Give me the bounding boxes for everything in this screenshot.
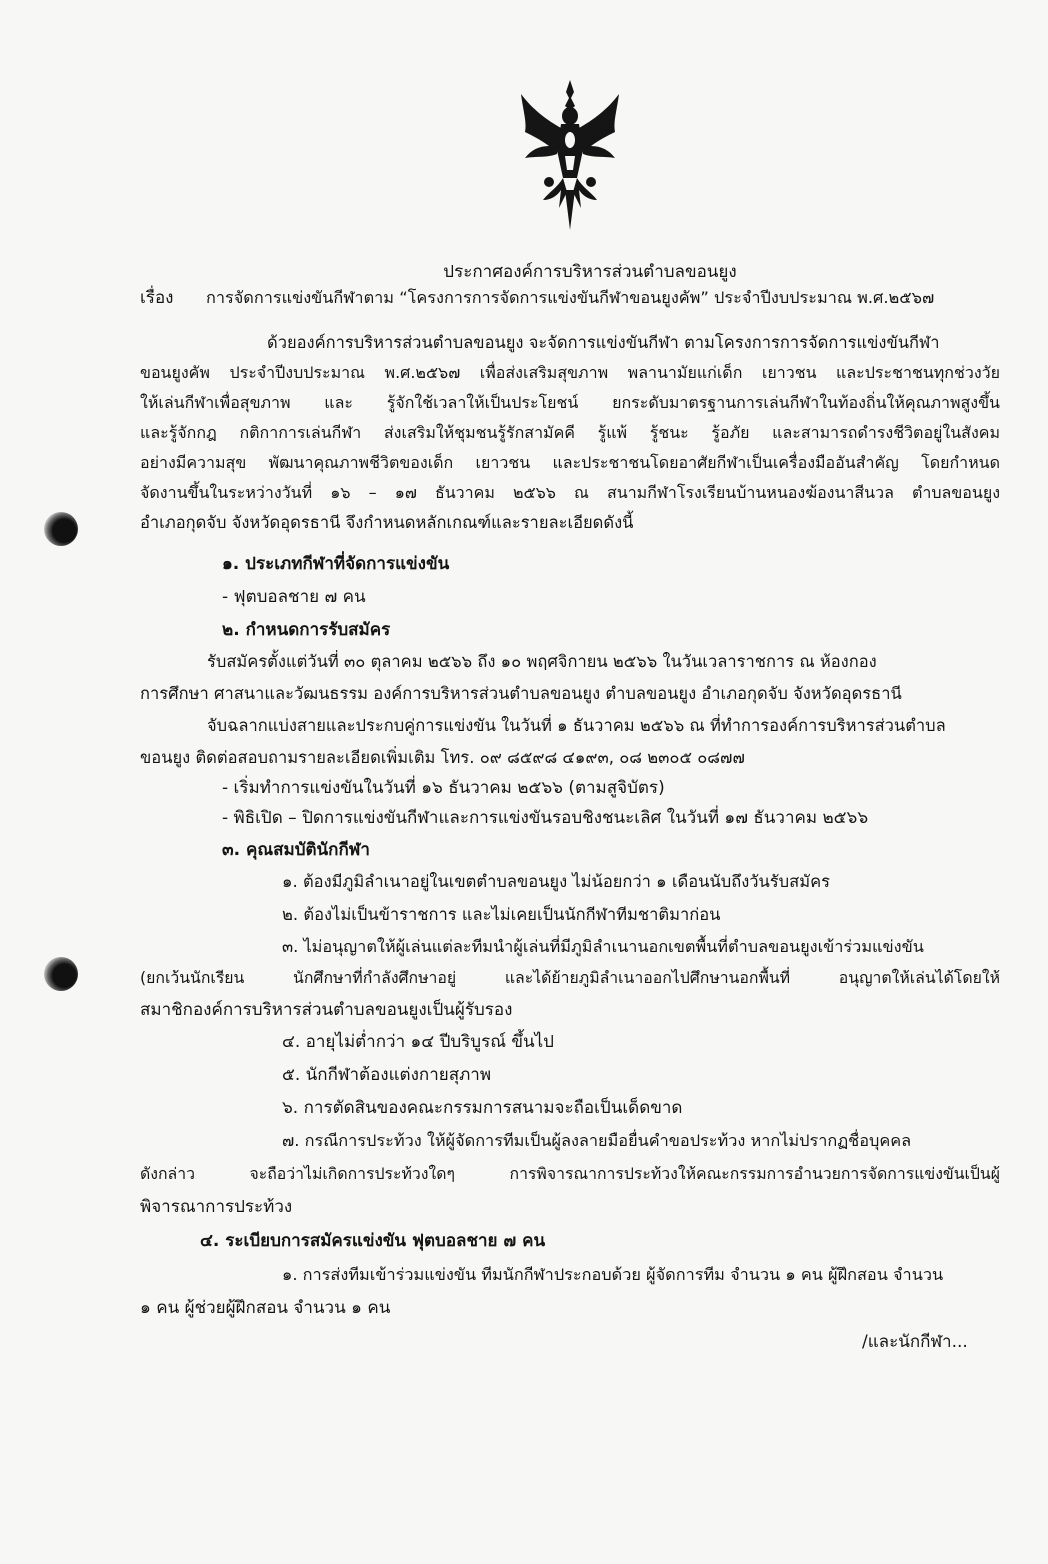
section-2-line: - พิธิเปิด – ปิดการแข่งขันกีฬาและการแข่งขันรอบชิงชนะเลิศ ในวันที่ ๑๗ ธันวาคม ๒๕๖๖ bbox=[222, 808, 869, 828]
continuation-note: /และนักกีฬา... bbox=[862, 1332, 968, 1352]
section-2-line: - เริ่มทำการแข่งขันในวันที่ ๑๖ ธันวาคม ๒๕๖๖ (ตามสูจิบัตร) bbox=[222, 778, 665, 798]
section-3-title: ๓. คุณสมบัตินักกีฬา bbox=[222, 840, 370, 860]
section-3-line: พิจารณาการประท้วง bbox=[140, 1197, 293, 1217]
section-4-line: ๑. การส่งทีมเข้าร่วมแข่งขัน ทีมนักกีฬาประกอบด้วย ผู้จัดการทีม จำนวน ๑ คน ผู้ฝึกสอน จำนวน bbox=[282, 1265, 944, 1284]
section-3-line: ๗. กรณีการประท้วง ให้ผู้จัดการทีมเป็นผู้ลงลายมือยื่นคำขอประท้วง หากไม่ปรากฏชื่อบุคคล bbox=[282, 1131, 912, 1150]
intro-line: ให้เล่นกีฬาเพื่อสุขภาพ และ รู้จักใช้เวลาให้เป็นประโยชน์ ยกระดับมาตรฐานการเล่นกีฬาในท้องถิ่นให้คุณภาพสูงขึ้น bbox=[140, 393, 1000, 412]
section-3-line: (ยกเว้นนักเรียน นักศึกษาที่กำลังศึกษาอยู่ และได้ย้ายภูมิลำเนาออกไปศึกษานอกพื้นที่ อนุญาตให้เล่นได้โดยให้ bbox=[140, 968, 1000, 987]
section-1-title: ๑. ประเภทกีฬาที่จัดการแข่งขัน bbox=[222, 554, 450, 574]
section-4-title: ๔. ระเบียบการสมัครแข่งขัน ฟุตบอลชาย ๗ คน bbox=[200, 1231, 546, 1251]
section-3-line: ๕. นักกีฬาต้องแต่งกายสุภาพ bbox=[282, 1065, 492, 1085]
section-3-line: สมาชิกองค์การบริหารส่วนตำบลขอนยูงเป็นผู้รับรอง bbox=[140, 1000, 513, 1020]
section-4-line: ๑ คน ผู้ช่วยผู้ฝึกสอน จำนวน ๑ คน bbox=[140, 1298, 391, 1318]
section-3-line: ๓. ไม่อนุญาตให้ผู้เล่นแต่ละทีมนำผู้เล่นที่มีภูมิลำเนานอกเขตพื้นที่ตำบลขอนยูงเข้าร่วมแข่งขัน bbox=[282, 937, 924, 956]
punch-hole-bottom bbox=[44, 957, 78, 991]
section-3-line: ดังกล่าว จะถือว่าไม่เกิดการประท้วงใดๆ การพิจารณาการประท้วงให้คณะกรรมการอำนวยการจัดการแข่งขันเป็นผู้ bbox=[140, 1164, 1000, 1183]
section-3-line: ๑. ต้องมีภูมิลำเนาอยู่ในเขตตำบลขอนยูง ไม่น้อยกว่า ๑ เดือนนับถึงวันรับสมัคร bbox=[282, 872, 830, 891]
subject-text: การจัดการแข่งขันกีฬาตาม “โครงการการจัดการแข่งขันกีฬาขอนยูงคัพ” ประจำปีงบประมาณ พ.ศ.๒๕๖๗ bbox=[206, 288, 935, 307]
section-2-line: ขอนยูง ติดต่อสอบถามรายละเอียดเพิ่มเติม โทร. ๐๙ ๘๕๙๘ ๔๑๙๓, ๐๘ ๒๓๐๕ ๐๘๗๗ bbox=[140, 748, 745, 767]
intro-line: ด้วยองค์การบริหารส่วนตำบลขอนยูง จะจัดการแข่งขันกีฬา ตามโครงการการจัดการแข่งขันกีฬา bbox=[267, 333, 940, 352]
garuda-emblem-icon bbox=[519, 80, 621, 230]
section-3-line: ๔. อายุไม่ต่ำกว่า ๑๔ ปีบริบูรณ์ ขึ้นไป bbox=[282, 1032, 554, 1052]
section-1-item: - ฟุตบอลชาย ๗ คน bbox=[222, 587, 366, 607]
punch-hole-top bbox=[44, 512, 78, 546]
announcement-title: ประกาศองค์การบริหารส่วนตำบลขอนยูง bbox=[443, 262, 737, 282]
intro-line: จัดงานขึ้นในระหว่างวันที่ ๑๖ – ๑๗ ธันวาคม ๒๕๖๖ ณ สนามกีฬาโรงเรียนบ้านหนองฆ้องนาสีนวล ตำบลขอนยูง bbox=[140, 483, 1000, 502]
intro-line: อำเภอกุดจับ จังหวัดอุดรธานี จึงกำหนดหลักเกณฑ์และรายละเอียดดังนี้ bbox=[140, 513, 634, 532]
section-2-line: รับสมัครตั้งแต่วันที่ ๓๐ ตุลาคม ๒๕๖๖ ถึง ๑๐ พฤศจิกายน ๒๕๖๖ ในวันเวลาราชการ ณ ห้องกอง bbox=[207, 652, 877, 671]
section-2-line: จับฉลากแบ่งสายและประกบคู่การแข่งขัน ในวันที่ ๑ ธันวาคม ๒๕๖๖ ณ ที่ทำการองค์การบริหารส่วนตำบล bbox=[207, 716, 946, 735]
section-2-title: ๒. กำหนดการรับสมัคร bbox=[222, 620, 391, 640]
section-3-line: ๖. การตัดสินของคณะกรรมการสนามจะถือเป็นเด็ดขาด bbox=[282, 1098, 683, 1118]
intro-line: ขอนยูงคัพ ประจำปีงบประมาณ พ.ศ.๒๕๖๗ เพื่อส่งเสริมสุขภาพ พลานามัยแก่เด็ก เยาวชน และประชาชนทุกช่วงวัย bbox=[140, 363, 1000, 382]
section-2-line: การศึกษา ศาสนาและวัฒนธรรม องค์การบริหารส่วนตำบลขอนยูง ตำบลขอนยูง อำเภอกุดจับ จังหวัดอุดรธานี bbox=[140, 684, 902, 703]
subject-label: เรื่อง bbox=[140, 288, 174, 308]
intro-line: อย่างมีความสุข พัฒนาคุณภาพชีวิตของเด็ก เยาวชน และประชาชนโดยอาศัยกีฬาเป็นเครื่องมืออันสำคัญ โดยกำหนด bbox=[140, 453, 1000, 472]
section-3-line: ๒. ต้องไม่เป็นข้าราชการ และไม่เคยเป็นนักกีฬาทีมชาติมาก่อน bbox=[282, 905, 721, 924]
intro-line: และรู้จักกฎ กติกาการเล่นกีฬา ส่งเสริมให้ชุมชนรู้รักสามัคคี รู้แพ้ รู้ชนะ รู้อภัย และสามารถดำรงชีวิตอยู่ในสังคม bbox=[140, 423, 1000, 442]
